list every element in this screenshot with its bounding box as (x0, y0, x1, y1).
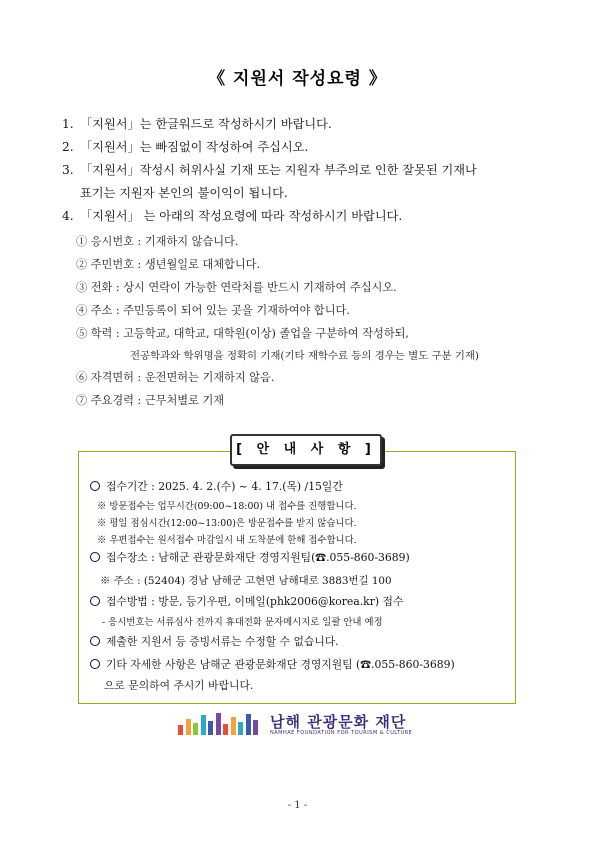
foundation-logo (178, 711, 423, 739)
instruction-item-3-continued (62, 184, 288, 201)
subitem-education: ⑤ 학력 : 고등학교, 대학교, 대학원(이상) 졸업을 구분하여 작성하되, (76, 327, 409, 340)
instruction-item-3 (62, 161, 477, 178)
instruction-text: 「지원서」작성시 허위사실 기재 또는 지원자 부주의로 인한 잘못된 기재나 (80, 163, 477, 177)
notice-method-text: 접수방법 : 방문, 등기우편, 이메일(phk2006@korea.kr) 접수 (106, 595, 404, 608)
notice-address: ※ 주소 : (52404) 경남 남해군 고현면 남해대로 3883번길 100 (100, 575, 392, 587)
logo-bars-icon (178, 711, 264, 735)
instruction-item-1 (62, 115, 332, 132)
page-number: - 1 - (287, 800, 308, 811)
instruction-text: 「지원서」 는 아래의 작성요령에 따라 작성하시기 바랍니다. (80, 209, 403, 223)
notice-period-note-2: ※ 평일 점심시간(12:00~13:00)은 방문접수를 받지 않습니다. (97, 518, 357, 529)
subitem-career: ⑦ 주요경력 : 근무처별로 기재 (76, 394, 225, 407)
notice-no-edit-text: 제출한 지원서 등 증빙서류는 수정할 수 없습니다. (106, 635, 339, 648)
instruction-number: 1. (62, 117, 74, 131)
circle-bullet-icon (90, 481, 100, 491)
notice-period-note-1: ※ 방문접수는 업무시간(09:00~18:00) 내 접수를 진행합니다. (97, 501, 357, 512)
instruction-item-4 (62, 207, 402, 224)
notice-contact-continued: 으로 문의하여 주시기 바랍니다. (104, 679, 254, 692)
notice-place-text: 접수장소 : 남해군 관광문화재단 경영지원팀(☎.055-860-3689) (106, 551, 410, 564)
instruction-item-2 (62, 138, 308, 155)
logo-korean-text: 남해 관광문화 재단 (270, 713, 407, 731)
logo-bar (223, 724, 228, 735)
instruction-text: 「지원서」는 한글워드로 작성하시기 바랍니다. (80, 117, 332, 131)
logo-english-text: NAMHAE FOUNDATION FOR TOURISM & CULTURE (270, 730, 413, 736)
circle-bullet-icon (90, 636, 100, 646)
page-title: 《 지원서 작성요령 》 (208, 69, 387, 89)
instruction-text: 표기는 지원자 본인의 불이익이 됩니다. (80, 186, 288, 200)
notice-contact (90, 657, 455, 672)
subitem-resident-number: ② 주민번호 : 생년월일로 대체합니다. (76, 258, 261, 271)
circle-bullet-icon (90, 596, 100, 606)
logo-bar (246, 714, 251, 735)
instruction-number: 2. (62, 140, 74, 154)
notice-method (90, 594, 403, 609)
notice-method-note: - 응시번호는 서류심사 전까지 휴대전화 문자메시지로 일괄 안내 예정 (102, 617, 383, 628)
logo-bar (238, 722, 243, 735)
instruction-number: 3. (62, 163, 74, 177)
notice-heading: [ 안 내 사 항 ] (230, 434, 382, 466)
logo-bar (201, 715, 206, 735)
subitem-license: ⑥ 자격면허 : 운전면허는 기재하지 않음. (76, 371, 275, 384)
circle-bullet-icon (90, 659, 100, 669)
instruction-text: 「지원서」는 빠짐없이 작성하여 주십시오. (80, 140, 309, 154)
notice-period-note-3: ※ 우편접수는 원서접수 마감일시 내 도착분에 한해 접수합니다. (97, 535, 357, 546)
circle-bullet-icon (90, 552, 100, 562)
logo-bar (193, 723, 198, 735)
notice-place (90, 550, 410, 565)
notice-no-edit (90, 634, 339, 649)
instruction-number: 4. (62, 209, 74, 223)
subitem-education-continued: 전공학과와 학위명을 정확히 기재(기타 재학수료 등의 경우는 별도 구분 기재) (130, 350, 479, 362)
subitem-phone: ③ 전화 : 상시 연락이 가능한 연락처를 반드시 기재하여 주십시오. (76, 281, 397, 294)
logo-bar (253, 720, 258, 735)
logo-bar (231, 717, 236, 735)
subitem-address: ④ 주소 : 주민등록이 되어 있는 곳을 기재하여야 합니다. (76, 304, 350, 317)
logo-bar (216, 713, 221, 735)
notice-period-text: 접수기간 : 2025. 4. 2.(수) ~ 4. 17.(목) /15일간 (106, 480, 343, 493)
notice-contact-text: 기타 자세한 사항은 남해군 관광문화재단 경영지원팀 (☎.055-860-3689) (106, 658, 455, 671)
notice-period (90, 479, 343, 494)
logo-bar (186, 719, 191, 735)
logo-bar (208, 721, 213, 735)
logo-bar (178, 725, 183, 735)
subitem-application-number: ① 응시번호 : 기재하지 않습니다. (76, 235, 239, 248)
